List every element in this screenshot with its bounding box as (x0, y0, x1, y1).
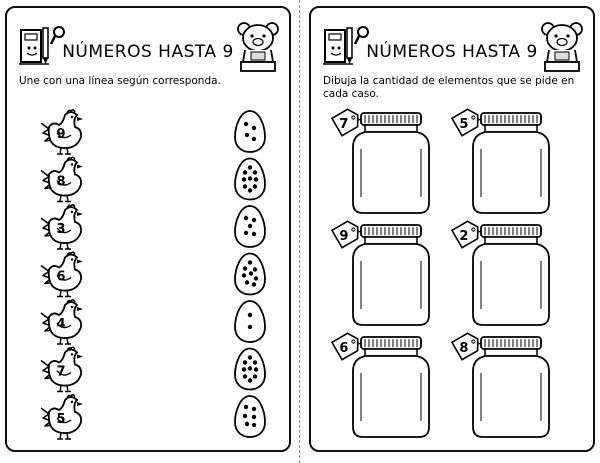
egg-dot (243, 184, 247, 188)
hen-6 (41, 347, 83, 391)
teddy-bear-icon (231, 20, 285, 74)
egg-dot (248, 176, 252, 180)
egg-dot (253, 267, 257, 271)
jar-2 (452, 106, 549, 213)
egg-dot (252, 218, 256, 222)
egg-dot (242, 273, 246, 277)
jar-tag (332, 330, 363, 360)
egg-dot (248, 165, 252, 169)
egg-dot (248, 366, 252, 370)
jar-1 (332, 106, 429, 213)
jar-tag-number: 5 (459, 117, 469, 132)
egg-dot (248, 313, 252, 317)
egg-dot (254, 367, 258, 371)
egg-dot (254, 177, 258, 181)
hen-5 (41, 300, 83, 344)
jar-6 (452, 330, 549, 437)
hens-eggs-area (7, 103, 289, 448)
egg-dot (245, 133, 249, 137)
egg-dot (248, 378, 252, 382)
hen-number: 7 (56, 364, 66, 380)
egg-5 (235, 301, 265, 342)
hen-number: 9 (56, 127, 66, 142)
egg-dot (252, 137, 256, 141)
jar-tag (332, 218, 363, 248)
hen-7 (41, 395, 83, 439)
egg-dot (243, 170, 247, 174)
egg-dot (253, 374, 257, 378)
egg-dot (252, 423, 256, 427)
egg-6 (235, 349, 265, 390)
egg-dot (248, 355, 252, 359)
egg-dot (248, 325, 252, 329)
egg-dot (242, 367, 246, 371)
instruction-text: Dibuja la cantidad de elementos que se pide en cada caso. (323, 75, 575, 100)
egg-dot (253, 360, 257, 364)
egg-dot (248, 224, 252, 228)
egg-7 (235, 396, 265, 437)
egg-dot (253, 170, 257, 174)
jars-area (311, 103, 593, 448)
egg-dot (249, 271, 253, 275)
egg-dot (243, 414, 247, 418)
page-title: NÚMEROS HASTA 9 (62, 42, 234, 62)
page-divider (299, 0, 300, 463)
jar-tag-number: 2 (459, 229, 469, 244)
jar-3 (332, 218, 429, 325)
egg-dot (245, 422, 249, 426)
egg-2 (235, 159, 265, 200)
jar-tag (332, 106, 363, 136)
hen-number: 5 (56, 412, 66, 427)
egg-dot (244, 122, 248, 126)
egg-dot (242, 177, 246, 181)
egg-dot (254, 276, 258, 280)
jar-4 (452, 218, 549, 325)
jar-tag-number: 8 (459, 341, 469, 356)
jar-tag (452, 330, 483, 360)
jar-5 (332, 330, 429, 437)
worksheet-left (5, 6, 291, 452)
egg-dot (252, 282, 256, 286)
egg-dot (244, 231, 248, 235)
jar-tag (452, 106, 483, 136)
egg-dot (252, 126, 256, 130)
hen-number: 6 (56, 269, 66, 285)
egg-dot (243, 266, 247, 270)
egg-dot (253, 184, 257, 188)
hen-1 (41, 110, 83, 154)
egg-1 (235, 111, 265, 152)
egg-dot (243, 360, 247, 364)
egg-dot (245, 280, 249, 284)
page-title: NÚMEROS HASTA 9 (366, 42, 538, 62)
jar-tag-number: 7 (339, 117, 349, 132)
egg-dot (244, 405, 248, 409)
hen-3 (41, 205, 83, 249)
hen-number: 4 (56, 317, 66, 332)
hen-number: 8 (56, 174, 66, 190)
egg-4 (235, 254, 265, 295)
egg-dot (243, 374, 247, 378)
jar-tag-number: 9 (339, 229, 349, 244)
teddy-bear-icon (535, 20, 589, 74)
egg-dot (252, 415, 256, 419)
egg-dot (248, 188, 252, 192)
hen-4 (41, 252, 83, 296)
hen-number: 3 (56, 222, 66, 237)
hen-2 (41, 157, 83, 201)
egg-3 (235, 206, 265, 247)
egg-dot (252, 407, 256, 411)
instruction-text: Une con una línea según corresponda. (19, 75, 221, 87)
egg-dot (248, 260, 252, 264)
egg-dot (244, 216, 248, 220)
jar-tag (452, 218, 483, 248)
jar-tag-number: 6 (339, 341, 349, 356)
worksheet-right (309, 6, 595, 452)
egg-dot (252, 232, 256, 236)
